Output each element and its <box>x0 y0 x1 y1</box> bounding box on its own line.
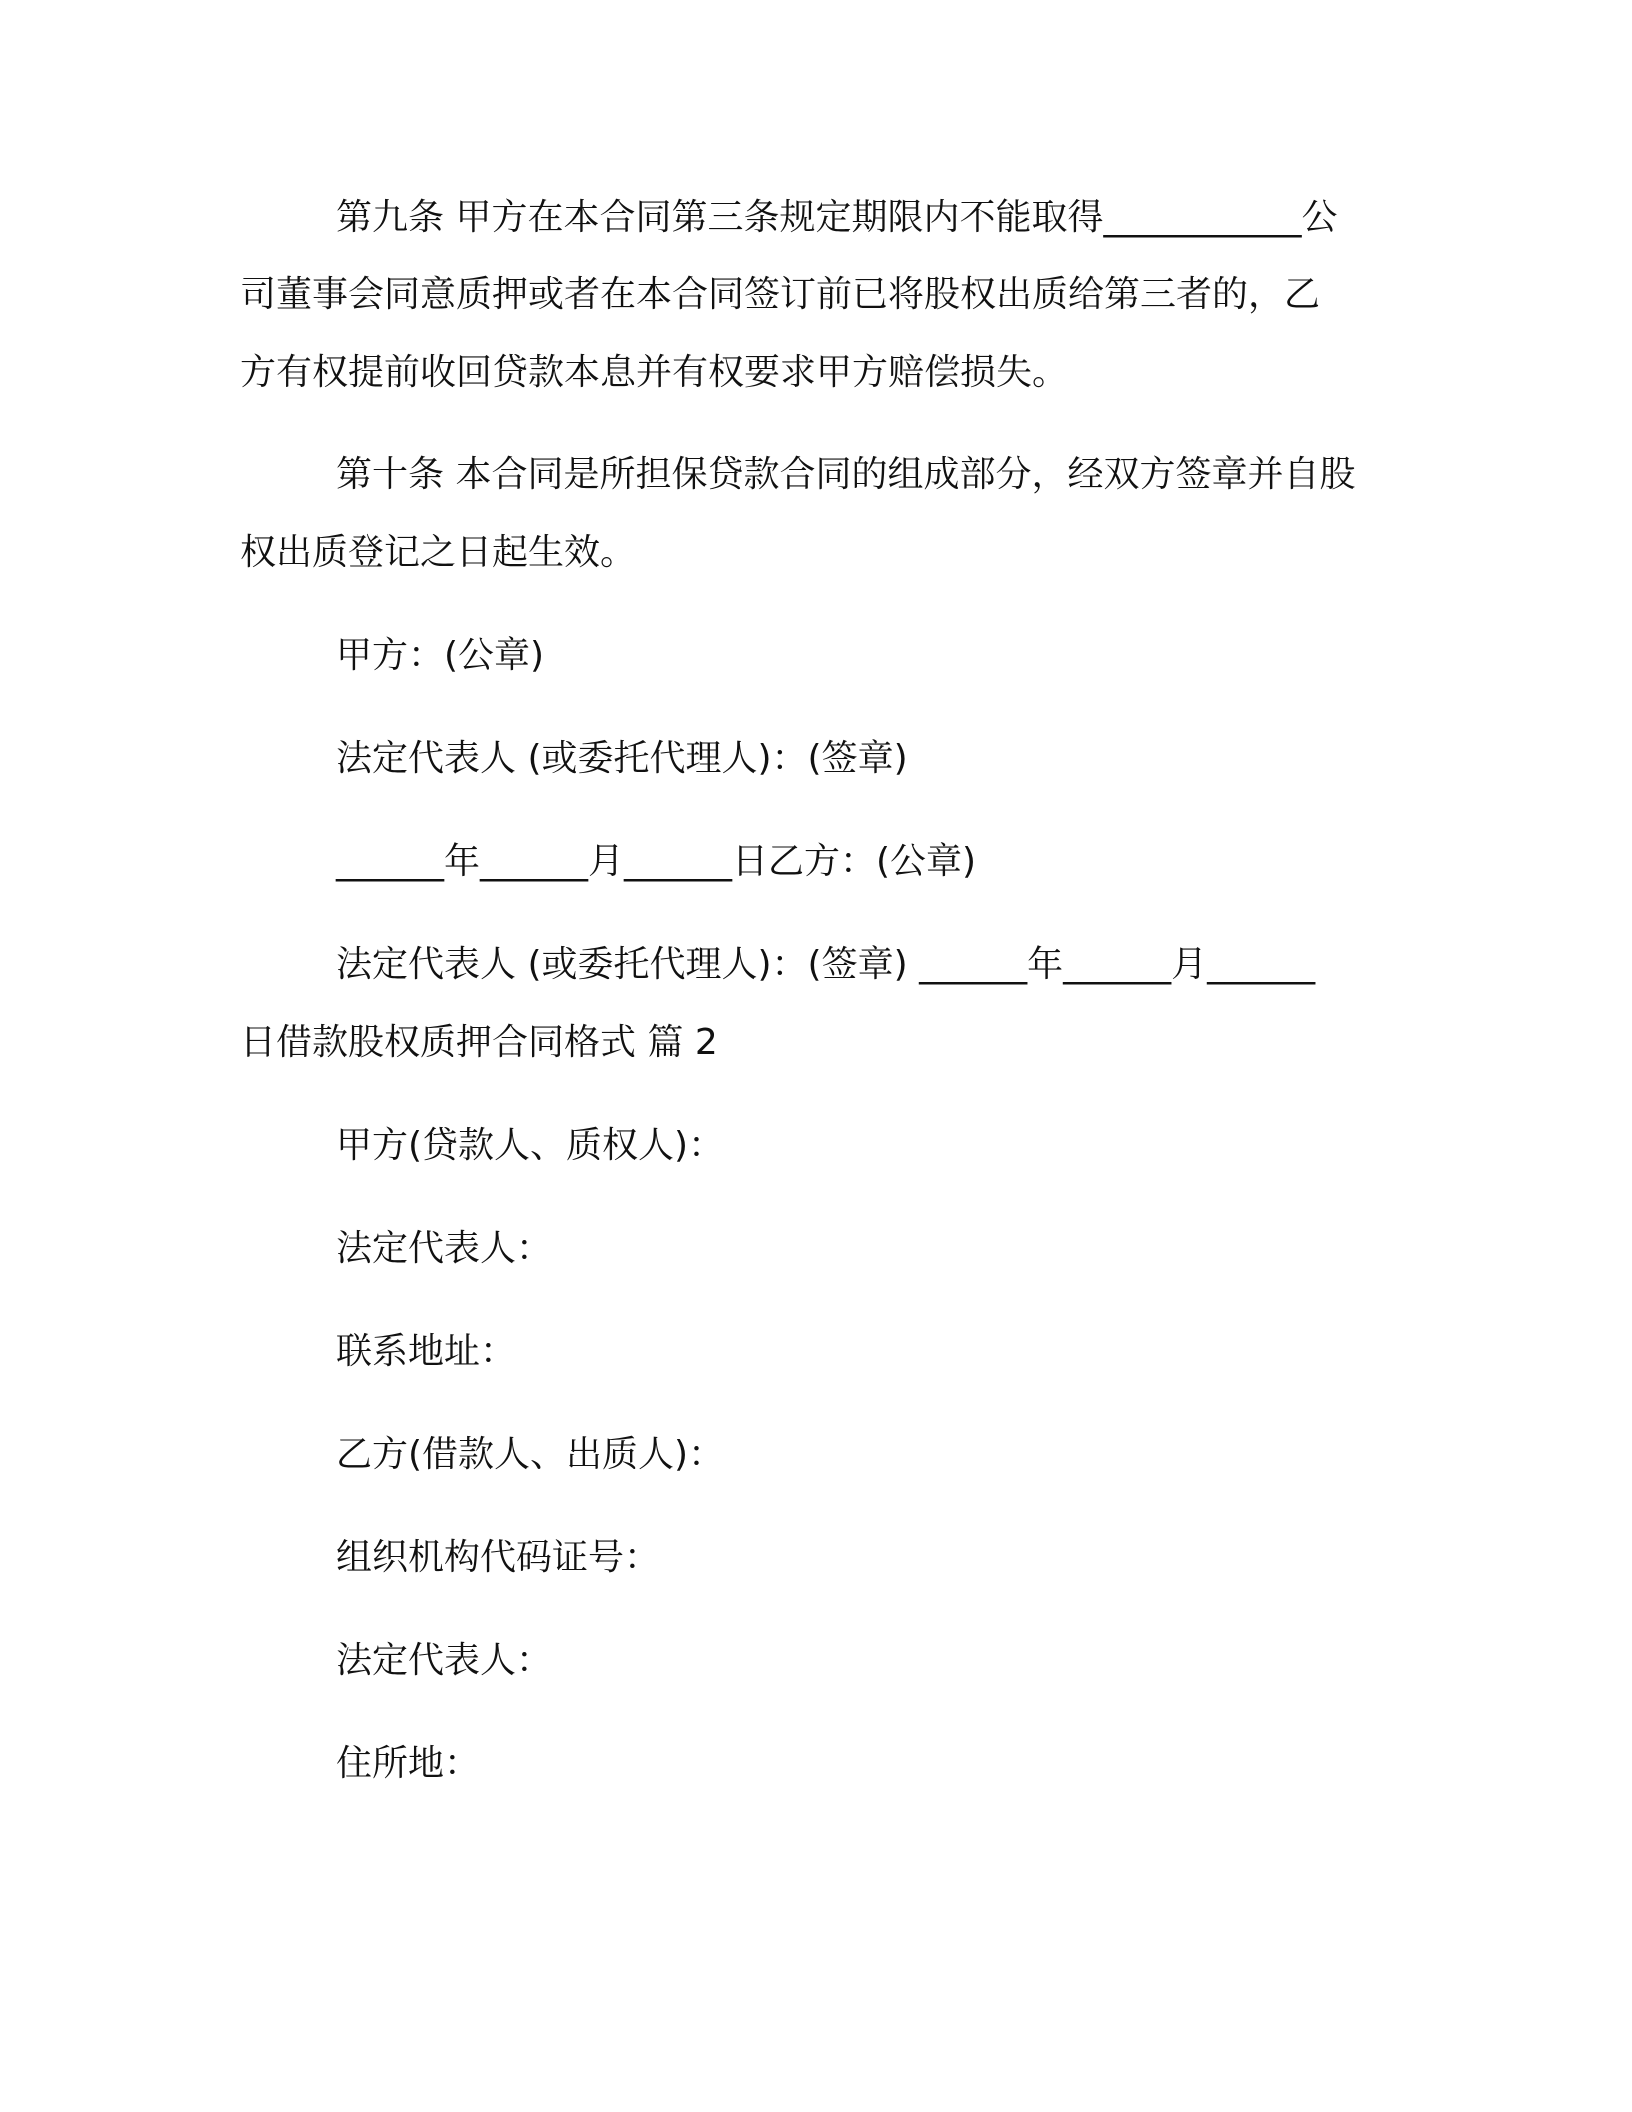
contact-address-field: 联系地址： <box>336 1331 517 1372</box>
legal-representative-signature: 法定代表人 (或委托代理人)：(签章) <box>336 738 908 779</box>
borrower-pledgor-field: 乙方(借款人、出质人)： <box>336 1434 725 1475</box>
lender-pledgee-field: 甲方(贷款人、质权人)： <box>336 1125 725 1166</box>
borrower-legal-representative-field: 法定代表人： <box>336 1640 553 1681</box>
organization-code-field: 组织机构代码证号： <box>336 1537 661 1578</box>
section-heading: 日借款股权质押合同格式 篇 2 <box>240 1022 718 1063</box>
domicile-field: 住所地： <box>336 1743 481 1784</box>
article-9-line-2: 司董事会同意质押或者在本合同签订前已将股权出质给第三者的，乙 <box>240 274 1321 315</box>
article-9-line-3: 方有权提前收回贷款本息并有权要求甲方赔偿损失。 <box>240 352 1069 393</box>
lender-legal-representative-field: 法定代表人： <box>336 1228 553 1269</box>
article-9-line-1: 第九条 甲方在本合同第三条规定期限内不能取得___________公 <box>336 197 1338 238</box>
article-10-line-2: 权出质登记之日起生效。 <box>240 532 637 573</box>
date-and-party-b-seal: ______年______月______日乙方：(公章) <box>336 841 977 882</box>
article-10-line-1: 第十条 本合同是所担保贷款合同的组成部分，经双方签章并自股 <box>336 454 1356 495</box>
legal-representative-and-date: 法定代表人 (或委托代理人)：(签章) ______年______月______ <box>336 944 1316 985</box>
party-a-seal: 甲方：(公章) <box>336 635 545 676</box>
